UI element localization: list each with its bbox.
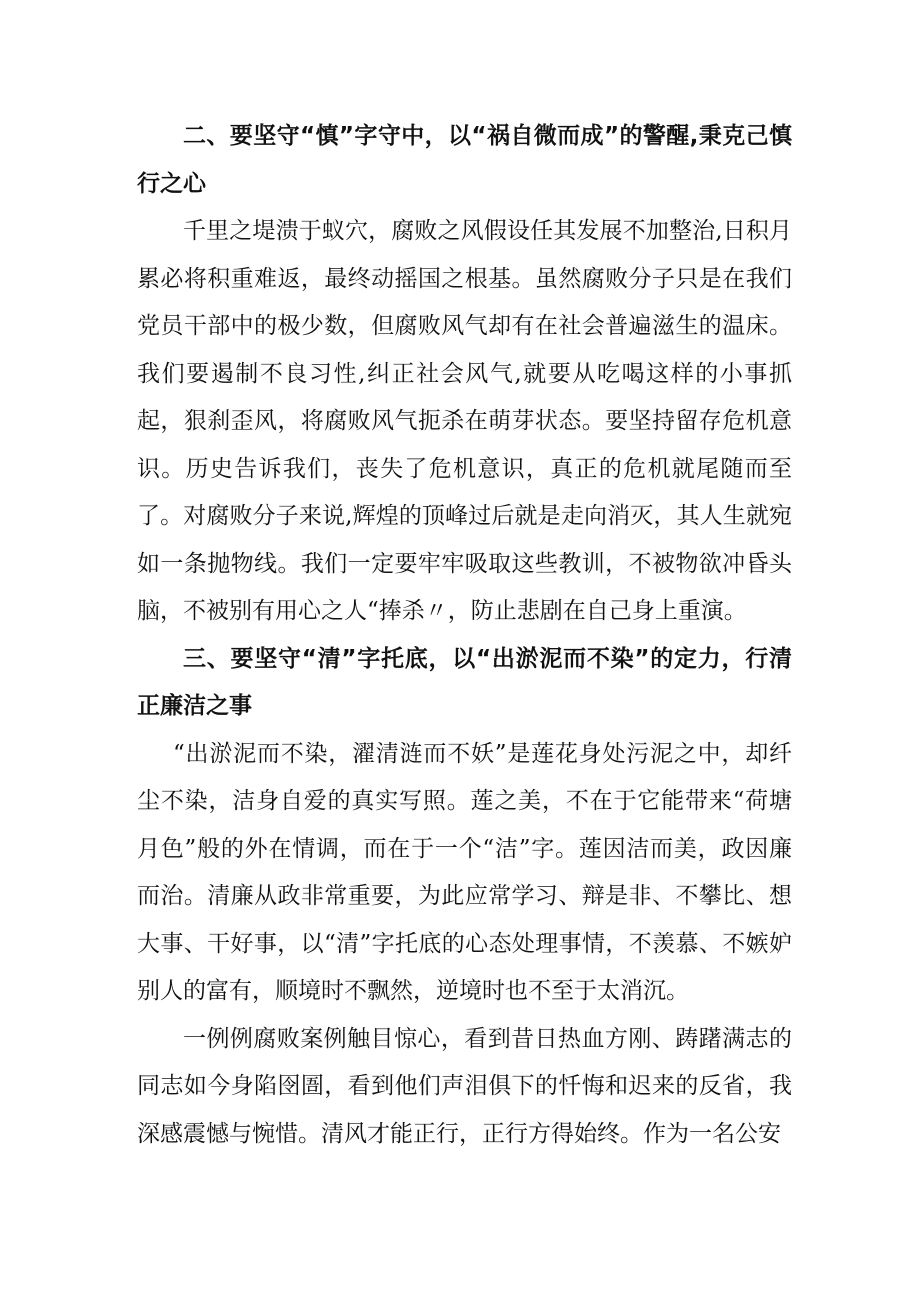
document-page [137, 113, 792, 1158]
paragraph: “出淤泥而不染，濯清涟而不妖”是莲花身处污泥之中，却纤尘不染，洁身自爱的真实写照。莲之美，不在于它能带来“荷塘月色”般的外在情调，而在于一个“洁”字。莲因洁而美，政因廉而治。清廉从政非常重要，为此应常学习、辩是非、不攀比、想大事、干好事，以“清”字托底的心态处理事情，不羡慕、不嫉妒别人的富有，顺境时不飘然，逆境时也不至于太消沉。 [137, 740, 792, 1004]
section-heading-3: 三、要坚守“清”字托底，以“出淤泥而不染”的定力，行清正廉洁之事 [137, 645, 792, 719]
paragraph: 一例例腐败案例触目惊心，看到昔日热血方刚、踌躇满志的同志如今身陷囹圄，看到他们声泪俱下的忏悔和迟来的反省，我深感震憾与惋惜。清风才能正行，正行方得始终。作为一名公安 [137, 1025, 792, 1147]
paragraph: 千里之堤溃于蚁穴，腐败之风假设任其发展不加整治,日积月累必将积重难返，最终动摇国之根基。虽然腐败分子只是在我们党员干部中的极少数，但腐败风气却有在社会普遍滋生的温床。我们要遏制不良习性,纠正社会风气,就要从吃喝这样的小事抓起，狠刹歪风，将腐败风气扼杀在萌芽状态。要坚持留存危机意识。历史告诉我们，丧失了危机意识，真正的危机就尾随而至了。对腐败分子来说,辉煌的顶峰过后就是走向消灭，其人生就宛如一条抛物线。我们一定要牢牢吸取这些教训，不被物欲冲昏头脑，不被别有用心之人“捧杀〃，防止悲剧在自己身上重演。 [137, 218, 792, 624]
section-heading-2: 二、要坚守“慎”字守中，以“祸自微而成”的警醒,秉克己慎行之心 [137, 123, 792, 197]
